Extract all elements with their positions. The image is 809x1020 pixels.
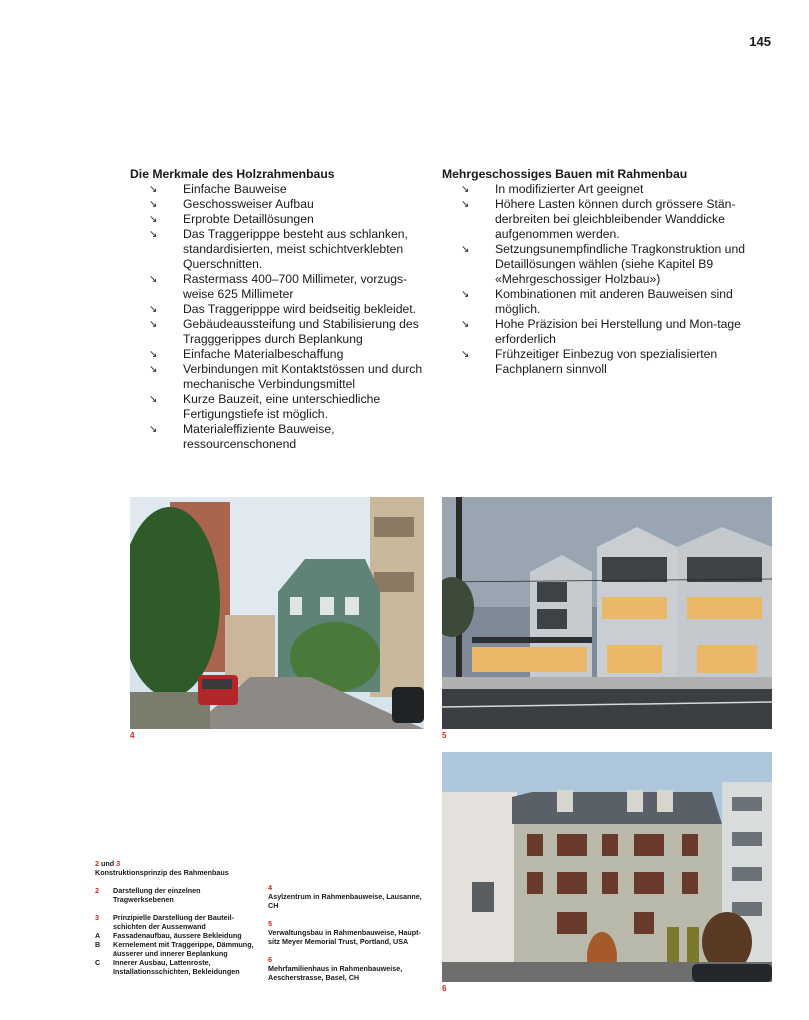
arrow-down-right-icon: ↘ [461,244,470,255]
caption-3b: B Kernelement mit Traggerippe, Dämmung, äusserer und innerer Beplankung [95,940,254,958]
arrow-down-right-icon: ↘ [149,319,158,330]
arrow-down-right-icon: ↘ [149,184,158,195]
arrow-down-right-icon: ↘ [149,274,158,285]
right-heading: Mehrgeschossiges Bauen mit Rahmenbau [442,167,688,181]
arrow-down-right-icon: ↘ [461,319,470,330]
list-item: ↘ Gebäudeaussteifung und Stabilisierung des Tragggerippes durch Beplankung [149,317,419,346]
list-item: ↘ Einfache Materialbeschaffung [149,347,344,361]
arrow-down-right-icon: ↘ [149,304,158,315]
arrow-down-right-icon: ↘ [149,214,158,225]
figure-number-5: 5 [442,731,447,740]
arrow-down-right-icon: ↘ [149,424,158,435]
list-item: ↘ Höhere Lasten können durch grössere Stän-derbreiten bei gleichbleibender Wanddicke aufgenommen werden. [461,197,736,241]
arrow-down-right-icon: ↘ [149,364,158,375]
list-item: ↘ Einfache Bauweise [149,182,287,196]
page-number: 145 [749,34,771,49]
caption-3c: C Innerer Ausbau, Lattenroste, Installationsschichten, Bekleidungen [95,958,240,976]
figure-number-6: 6 [442,984,447,993]
arrow-down-right-icon: ↘ [149,229,158,240]
right-list [442,182,762,377]
caption-intro-title: Konstruktionsprinzip des Rahmenbaus [95,868,229,877]
list-item: ↘ Verbindungen mit Kontaktstössen und durch mechanische Verbindungsmittel [149,362,423,391]
list-item: ↘ Hohe Präzision bei Herstellung und Mon-tage erforderlich [461,317,741,346]
list-item: ↘ Materialeffiziente Bauweise, ressourcenschonend [149,422,335,451]
right-column [442,167,762,377]
caption-2: 2 Darstellung der einzelnen Tragwerksebenen [95,886,201,904]
caption-5: 5 Verwaltungsbau in Rahmenbauweise, Haupt-sitz Meyer Memorial Trust, Portland, USA [268,919,421,946]
arrow-down-right-icon: ↘ [461,289,470,300]
left-column [130,167,430,452]
list-item: ↘ Rastermass 400–700 Millimeter, vorzugs-weise 625 Millimeter [149,272,408,301]
arrow-down-right-icon: ↘ [149,349,158,360]
list-item: ↘ Kurze Bauzeit, eine unterschiedliche Fertigungstiefe ist möglich. [149,392,381,421]
captions-left [95,859,255,976]
left-list [130,182,430,452]
list-item: ↘ Geschossweiser Aufbau [149,197,314,211]
list-item: ↘ Erprobte Detaillösungen [149,212,314,226]
left-heading: Die Merkmale des Holzrahmenbaus [130,167,335,181]
caption-6: 6 Mehrfamilienhaus in Rahmenbauweise, Aescherstrasse, Basel, CH [268,955,403,982]
list-item: ↘ Frühzeitiger Einbezug von spezialisierten Fachplanern sinnvoll [461,347,718,376]
photo-meyer-memorial-trust [442,497,772,729]
list-item: ↘ Das Traggeripppe besteht aus schlanken, standardisierten, meist schichtverklebten Querschnitten. [149,227,408,271]
arrow-down-right-icon: ↘ [461,184,470,195]
photo-asylzentrum-lausanne [130,497,424,729]
arrow-down-right-icon: ↘ [461,349,470,360]
photo-mehrfamilienhaus-basel [442,752,772,982]
list-item: ↘ Das Traggeripppe wird beidseitig bekleidet. [149,302,417,316]
list-item: ↘ Kombinationen mit anderen Bauweisen sind möglich. [461,287,733,316]
caption-3a: A Fassadenaufbau, äussere Bekleidung [95,931,242,940]
captions-right [268,883,430,982]
caption-intro: 2 und 3 [95,859,121,868]
caption-3: 3 Prinzipielle Darstellung der Bauteil-schichten der Aussenwand [95,913,235,931]
arrow-down-right-icon: ↘ [149,199,158,210]
list-item: ↘ In modifizierter Art geeignet [461,182,644,196]
figure-number-4: 4 [130,731,135,740]
caption-4: 4 Asylzentrum in Rahmenbauweise, Lausanne, CH [268,883,422,910]
arrow-down-right-icon: ↘ [461,199,470,210]
arrow-down-right-icon: ↘ [149,394,158,405]
list-item: ↘ Setzungsunempfindliche Tragkonstruktion und Detaillösungen wählen (siehe Kapitel B9 «Mehrgeschossiger Holzbau») [461,242,745,286]
